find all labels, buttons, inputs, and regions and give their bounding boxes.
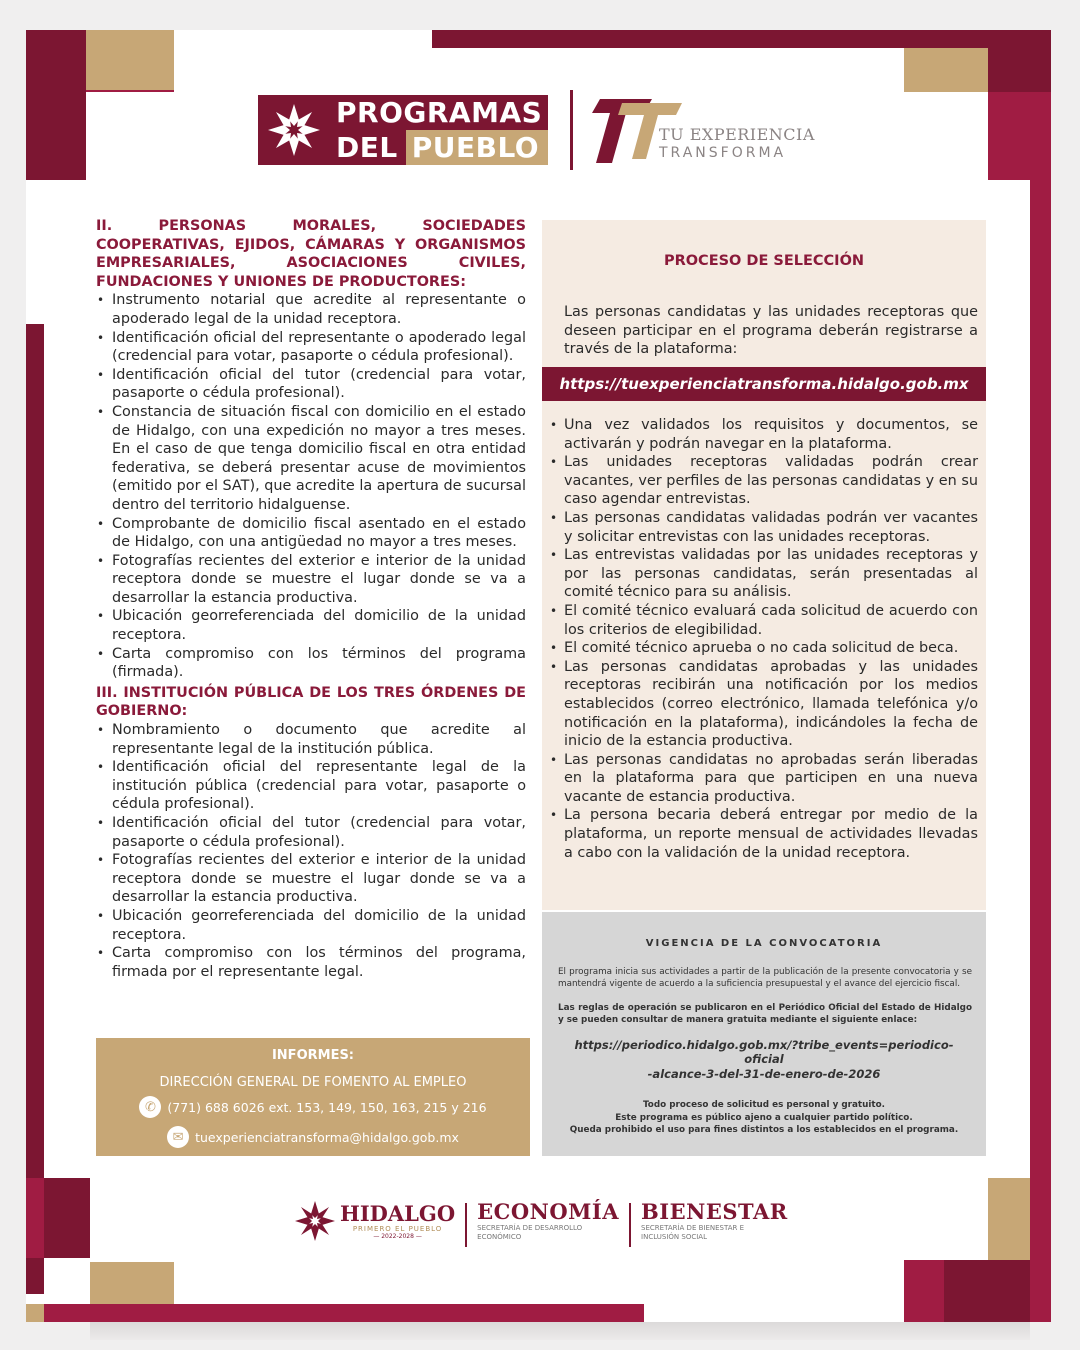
reglas-paragraph: Las reglas de operación se publicaron en el Periódico Oficial del Estado de Hidalgo y se pueden consultar de manera gratuita mediante el siguiente enlace: xyxy=(558,1002,972,1026)
deco-block xyxy=(988,48,1051,92)
deco-bar xyxy=(432,30,1051,48)
footer-divider xyxy=(629,1203,631,1247)
footer-divider xyxy=(465,1203,467,1247)
periodico-url-line1[interactable]: https://periodico.hidalgo.gob.mx/?tribe_events=periodico-oficial xyxy=(574,1037,954,1067)
phone-number[interactable]: (771) 688 6026 ext. 153, 149, 150, 163, 215 y 216 xyxy=(167,1099,487,1115)
economia-subtitle: SECRETARÍA DE DESARROLLO ECONÓMICO xyxy=(477,1224,583,1241)
list-item: • Instrumento notarial que acredite al representante o apoderado legal de la unidad receptora. xyxy=(96,291,526,328)
phone-icon: ✆ xyxy=(139,1096,161,1118)
flyer-page xyxy=(26,30,1051,1322)
list-item: • Las entrevistas validadas por las unidades receptoras y por las personas candidatas, serán presentadas al comité técnico para su análisis. xyxy=(550,546,978,602)
list-item: • Constancia de situación fiscal con domicilio en el estado de Hidalgo, con una expedición no mayor a tres meses. En el caso de que tenga domicilio fiscal en otra entidad federativa, se deberá presentar acuse de movimientos (emitido por el SAT), que acredite la apertura de sucursal dentro del territorio hidalguense. xyxy=(96,403,526,515)
selection-title: PROCESO DE SELECCIÓN xyxy=(663,253,865,269)
list-item: • Ubicación georreferenciada del domicilio de la unidad receptora. xyxy=(96,607,526,644)
list-item: • Fotografías recientes del exterior e interior de la unidad receptora donde se muestre el lugar donde se va a desarrollar la estancia productiva. xyxy=(96,552,526,608)
phone-row xyxy=(96,1096,530,1118)
deco-side-bar xyxy=(1030,92,1051,1322)
tu-experiencia-transforma-logo xyxy=(592,95,832,165)
periodico-url-link[interactable] xyxy=(558,1038,970,1082)
periodico-url-line2[interactable]: -alcance-3-del-31-de-enero-de-2026 xyxy=(647,1066,881,1081)
del-text: DEL xyxy=(330,130,406,165)
disclaimer xyxy=(542,1099,986,1136)
list-item: • Identificación oficial del tutor (credencial para votar, pasaporte o cédula profesional). xyxy=(96,366,526,403)
selection-process-panel xyxy=(542,220,986,910)
bienestar-name: BIENESTAR xyxy=(641,1199,788,1224)
economia-name: ECONOMÍA xyxy=(477,1199,620,1224)
deco-block xyxy=(988,92,1030,180)
deco-block xyxy=(26,1304,44,1322)
hidalgo-logo xyxy=(294,1200,455,1242)
informes-title: INFORMES: xyxy=(271,1048,355,1063)
email-link[interactable]: tuexperienciatransforma@hidalgo.gob.mx xyxy=(195,1129,459,1145)
deco-block xyxy=(26,90,86,180)
star-emblem-icon xyxy=(258,95,330,165)
section3-title: III. INSTITUCIÓN PÚBLICA DE LOS TRES ÓRDENES DE GOBIERNO: xyxy=(96,684,526,720)
footer-logos xyxy=(294,1200,794,1260)
platform-url-link[interactable]: https://tuexperienciatransforma.hidalgo.gob.mx xyxy=(542,367,986,401)
vigencia-paragraph: El programa inicia sus actividades a partir de la publicación de la presente convocatoria y se mantendrá vigente de acuerdo a la suficiencia presupuestal y el avance del ejercicio fiscal. xyxy=(558,967,972,990)
deco-block xyxy=(44,1178,90,1258)
informes-box xyxy=(96,1038,530,1156)
requirements-column xyxy=(96,217,526,981)
list-item: • Las personas candidatas validadas podrán ver vacantes y solicitar entrevistas con las unidades receptoras. xyxy=(550,509,978,546)
disclaimer-line: Todo proceso de solicitud es personal y gratuito. xyxy=(642,1100,886,1111)
list-item: • Nombramiento o documento que acredite al representante legal de la institución pública. xyxy=(96,721,526,758)
list-item: • Las unidades receptoras validadas podrán crear vacantes, ver perfiles de las personas candidatas y en su caso agendar entrevistas. xyxy=(550,453,978,509)
deco-bar xyxy=(44,1304,644,1322)
email-icon: ✉ xyxy=(167,1126,189,1148)
list-item: • El comité técnico evaluará cada solicitud de acuerdo con los criterios de elegibilidad. xyxy=(550,602,978,639)
list-item: • Identificación oficial del tutor (credencial para votar, pasaporte o cédula profesional). xyxy=(96,814,526,851)
list-item: • Identificación oficial del representante o apoderado legal (credencial para votar, pasaporte o cédula profesional). xyxy=(96,329,526,366)
hidalgo-years: — 2022-2028 — xyxy=(373,1232,422,1240)
selection-steps-list xyxy=(550,416,978,862)
slogan-line2: TRANSFORMA xyxy=(659,145,787,161)
section3-list xyxy=(96,721,526,981)
programas-text: PROGRAMAS xyxy=(330,95,548,130)
disclaimer-line: Este programa es público ajeno a cualquier partido político. xyxy=(615,1112,913,1123)
bienestar-logo xyxy=(641,1200,788,1242)
deco-block xyxy=(944,1260,1030,1322)
section2-list xyxy=(96,291,526,681)
vigencia-box xyxy=(542,912,986,1156)
economia-logo xyxy=(477,1200,619,1242)
deco-side-bar xyxy=(26,324,44,1294)
slogan-line1: TU EXPERIENCIA xyxy=(659,125,815,144)
deco-block xyxy=(86,30,174,90)
deco-block xyxy=(26,30,86,90)
hidalgo-name: HIDALGO xyxy=(340,1200,456,1226)
pueblo-text: PUEBLO xyxy=(411,131,540,164)
deco-block xyxy=(26,1178,44,1258)
list-item: • Ubicación georreferenciada del domicilio de la unidad receptora. xyxy=(96,907,526,944)
list-item: • Carta compromiso con los términos del programa (firmada). xyxy=(96,645,526,682)
department-name: DIRECCIÓN GENERAL DE FOMENTO AL EMPLEO xyxy=(159,1075,467,1090)
list-item: • Una vez validados los requisitos y documentos, se activarán y podrán navegar en la plataforma. xyxy=(550,416,978,453)
hidalgo-star-icon xyxy=(294,1200,336,1242)
deco-block xyxy=(86,90,174,92)
list-item: • La persona becaria deberá entregar por medio de la plataforma, un reporte mensual de actividades llevadas a cabo con la validación de la unidad receptora. xyxy=(550,806,978,862)
deco-block xyxy=(90,1262,174,1304)
hidalgo-motto: PRIMERO EL PUEBLO xyxy=(352,1224,443,1233)
deco-block xyxy=(988,1178,1030,1260)
bienestar-subtitle: SECRETARÍA DE BIENESTAR E INCLUSIÓN SOCIAL xyxy=(641,1224,745,1241)
list-item: • Carta compromiso con los términos del programa, firmada por el representante legal. xyxy=(96,944,526,981)
header-divider xyxy=(570,90,573,170)
list-item: • Identificación oficial del representante legal de la institución pública (credencial para votar, pasaporte o cédula profesional). xyxy=(96,758,526,814)
section2-title: II. PERSONAS MORALES, SOCIEDADES COOPERATIVAS, EJIDOS, CÁMARAS Y ORGANISMOS EMPRESARIALES, ASOCIACIONES CIVILES, FUNDACIONES Y UNIONES DE PRODUCTORES: xyxy=(96,218,526,290)
selection-intro: Las personas candidatas y las unidades receptoras que deseen participar en el programa deberán registrarse a través de la plataforma: xyxy=(564,304,978,358)
list-item: • El comité técnico aprueba o no cada solicitud de beca. xyxy=(550,639,978,658)
deco-block xyxy=(904,48,988,92)
list-item: • Fotografías recientes del exterior e interior de la unidad receptora donde se muestre el lugar donde se va a desarrollar la estancia productiva. xyxy=(96,851,526,907)
email-row xyxy=(96,1126,530,1148)
disclaimer-line: Queda prohibido el uso para fines distintos a los establecidos en el programa. xyxy=(569,1125,959,1136)
vigencia-title: VIGENCIA DE LA CONVOCATORIA xyxy=(645,938,883,949)
list-item: • Comprobante de domicilio fiscal asentado en el estado de Hidalgo, con una antigüedad no mayor a tres meses. xyxy=(96,515,526,552)
list-item: • Las personas candidatas no aprobadas serán liberadas en la plataforma para que participen en una nueva vacante de estancia productiva. xyxy=(550,751,978,807)
programas-del-pueblo-logo xyxy=(258,95,548,165)
list-item: • Las personas candidatas aprobadas y las unidades receptoras recibirán una notificación por los medios establecidos (correo electrónico, llamada telefónica y/o notificación en la plataforma), indicándoles la fecha de inicio de la estancia productiva. xyxy=(550,658,978,751)
